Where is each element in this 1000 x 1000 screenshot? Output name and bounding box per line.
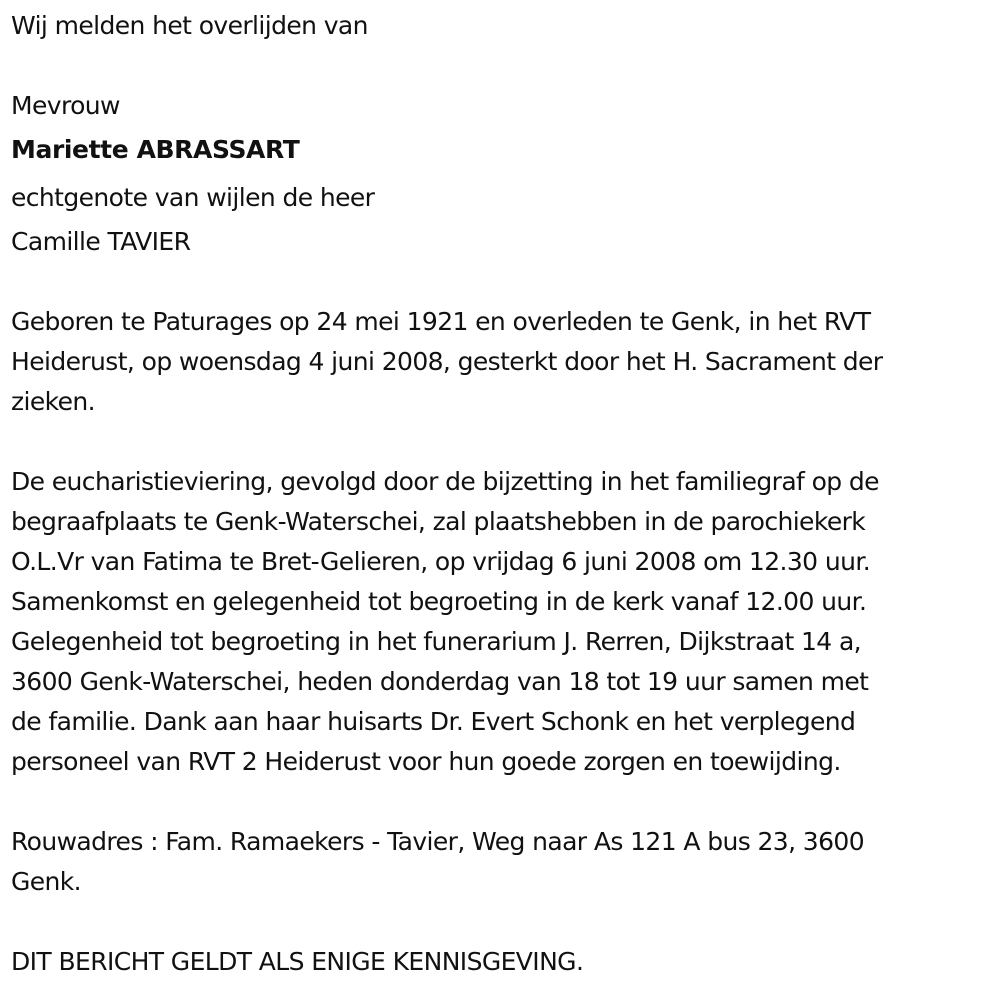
paragraph-line: 3600 Genk-Waterschei, heden donderdag van 18 tot 19 uur samen met	[11, 667, 869, 696]
paragraph-line: De eucharistieviering, gevolgd door de bijzetting in het familiegraf op de	[11, 467, 879, 496]
spacer	[11, 46, 996, 86]
obituary-document	[11, 6, 996, 982]
spacer	[11, 422, 996, 462]
paragraph-line: O.L.Vr van Fatima te Bret-Gelieren, op vrijdag 6 juni 2008 om 12.30 uur.	[11, 547, 871, 576]
relation-line: echtgenote van wijlen de heer	[11, 183, 375, 212]
paragraph-line: begraafplaats te Genk-Waterschei, zal plaatshebben in de parochiekerk	[11, 507, 866, 536]
paragraph-line: zieken.	[11, 387, 96, 416]
paragraph-line: personeel van RVT 2 Heiderust voor hun goede zorgen en toewijding.	[11, 747, 841, 776]
paragraph-line: Samenkomst en gelegenheid tot begroeting in de kerk vanaf 12.00 uur.	[11, 587, 867, 616]
paragraph-line: Heiderust, op woensdag 4 juni 2008, gesterkt door het H. Sacrament der	[11, 347, 883, 376]
ceremony-paragraph	[11, 462, 996, 782]
spouse-name: Camille TAVIER	[11, 227, 191, 256]
intro-line: Wij melden het overlijden van	[11, 11, 368, 40]
mourning-address	[11, 822, 996, 902]
spacer	[11, 902, 996, 942]
salutation: Mevrouw	[11, 91, 120, 120]
paragraph-line: Gelegenheid tot begroeting in het funerarium J. Rerren, Dijkstraat 14 a,	[11, 627, 862, 656]
closing-notice: DIT BERICHT GELDT ALS ENIGE KENNISGEVING.	[11, 947, 584, 976]
birth-death-paragraph	[11, 302, 996, 422]
paragraph-line: Genk.	[11, 867, 82, 896]
paragraph-line: de familie. Dank aan haar huisarts Dr. Evert Schonk en het verplegend	[11, 707, 856, 736]
paragraph-line: Geboren te Paturages op 24 mei 1921 en overleden te Genk, in het RVT	[11, 307, 871, 336]
spacer	[11, 782, 996, 822]
deceased-name: Mariette ABRASSART	[11, 135, 300, 164]
spacer	[11, 262, 996, 302]
paragraph-line: Rouwadres : Fam. Ramaekers - Tavier, Weg naar As 121 A bus 23, 3600	[11, 827, 865, 856]
